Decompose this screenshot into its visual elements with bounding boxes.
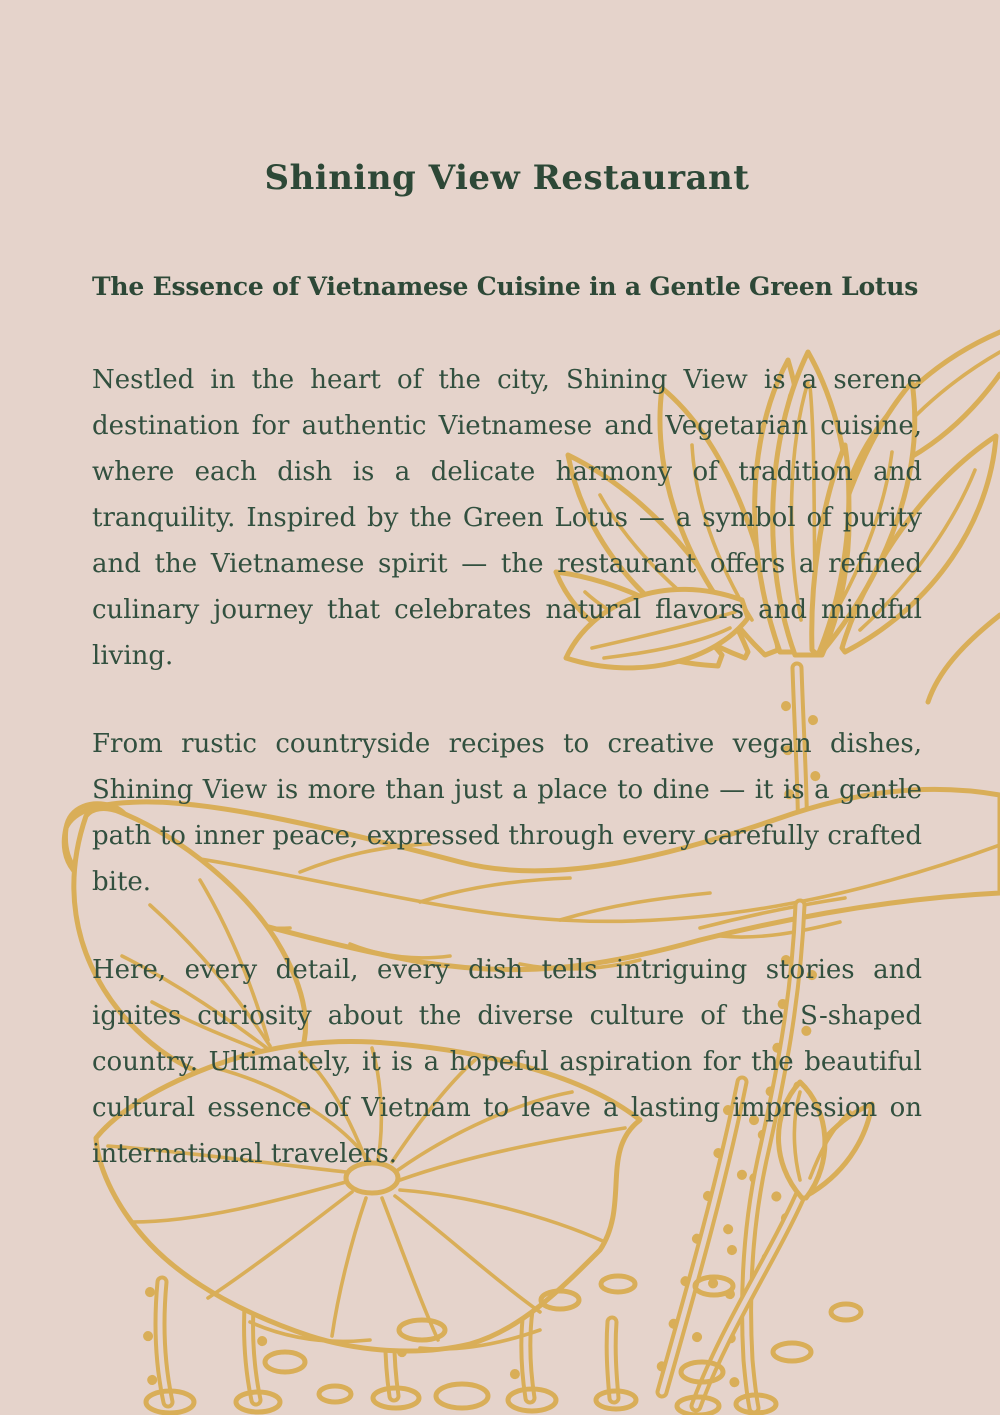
paragraph-intro: Nestled in the heart of the city, Shining View is a serene destination for authentic Vietnamese and Vegetarian cuisine, where each dish is a delicate harmony of tradition and tranquility. Inspired by the Green Lotus — a symbol of purity and the Vietnamese spirit — the restaurant offers a refined culinary journey that celebrates natural flavors and mindful living. — [92, 365, 922, 671]
paragraph-culture: Here, every detail, every dish tells intriguing stories and ignites curiosity about the diverse culture of the S-shaped country. Ultimately, it is a hopeful aspiration for the beautiful cultural essence of Vietnam to leave a lasting impression on international travelers. — [92, 955, 922, 1169]
paragraph-philosophy: From rustic countryside recipes to creative vegan dishes, Shining View is more than just a place to dine — it is a gentle path to inner peace, expressed through every carefully crafted bite. — [92, 729, 922, 897]
body-copy — [92, 357, 922, 1177]
subtitle: The Essence of Vietnamese Cuisine in a Gentle Green Lotus — [92, 272, 919, 301]
page-title: Shining View Restaurant — [264, 158, 750, 198]
